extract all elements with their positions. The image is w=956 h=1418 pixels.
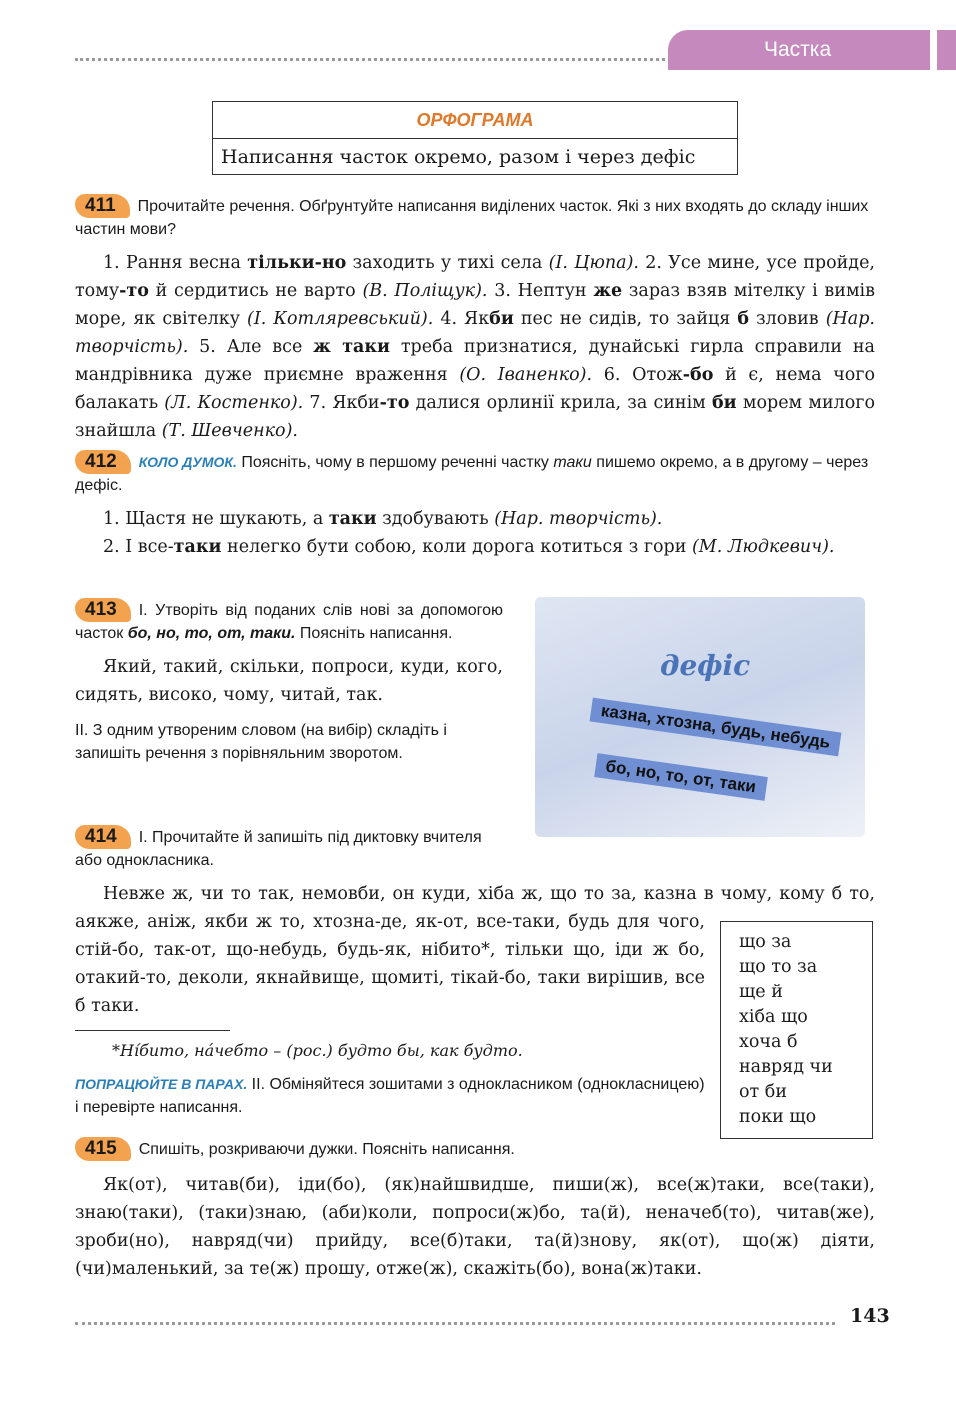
text-segment: 7. Якби [303,393,380,413]
text-segment: 2. І все- [103,537,174,557]
box-item: ще й [739,982,783,1002]
exercise-instruction: Прочитайте речення. Обґрунтуйте написання виділених часток. Які з них входять до складу інших частин мови? [75,198,869,238]
exercise-414-part-2 [75,1073,705,1119]
exercise-instruction: Спишіть, розкриваючи дужки. Поясніть написання. [138,1141,515,1158]
text-segment: морем милого знайшла [75,393,875,441]
highlighted-particle: б [737,309,750,329]
exercise-number: 412 [75,450,131,474]
author-citation: (О. Іваненко). [459,365,593,385]
highlighted-particle: же [593,281,623,301]
box-item: от би [739,1082,787,1102]
highlighted-particle: би [489,309,514,329]
section-tab: Частка [668,30,930,70]
text-segment: заходить у тихі села [346,253,549,273]
hyphen-illustration [535,597,865,837]
exercise-text: Як(от), читав(би), іди(бо), (як)найшвидше, пиши(ж), все(ж)таки, все(таки), знаю(таки), (таки)знаю, (аби)коли, попроси(ж)бо, та(й), неначеб(то), читав(же), зроби(но), навряд(чи) прийду, все(б)таки, та(й)знову, як(от), що(ж) діяти, (чи)маленький, за те(ж) прошу, отже(ж), скажіть(бо), вона(ж)таки. [75,1175,875,1279]
text-segment: 1. Щастя не шукають, а [103,509,329,529]
exercise-413 [75,598,503,765]
orthogram-box [212,101,738,175]
highlighted-particle: таки [173,537,222,557]
illustration-band-1: казна, хтозна, будь, небудь [590,698,842,757]
word-list: Який, такий, скільки, попроси, куди, кого, сидять, високо, чому, читай, так. [75,657,503,705]
exercise-412 [75,450,875,561]
particles: бо, но, то, от, таки. [127,625,296,642]
exercise-number: 415 [75,1137,131,1161]
box-item: що за [739,932,792,952]
text-segment: зловив [749,309,826,329]
top-divider [75,58,665,61]
highlighted-particle: -бо [682,365,714,385]
exercise-number: 413 [75,598,131,622]
exercise-instruction: Поясніть, чому в першому реченні частку [241,454,549,471]
author-citation: (В. Поліщук). [362,281,488,301]
text-segment: нелегко бути собою, коли дорога котиться з гори [221,537,692,557]
exercise-number: 414 [75,825,131,849]
footnote: *Нíбито, нáчебто – (рос.) будто бы, как будто. [112,1041,523,1060]
text-segment: 6. Отож [592,365,683,385]
box-item: хоча б [739,1032,798,1052]
illustration-band-2: бо, но, то, от, таки [594,753,767,801]
bottom-divider [75,1322,835,1325]
exercise-number: 411 [75,194,130,218]
exercise-instruction: І. Утворіть від поданих слів нові за допомогою часток [75,602,503,642]
box-item: поки що [739,1107,817,1127]
author-citation: (І. Котляревський). [247,309,434,329]
instruction-word: таки [553,454,592,471]
author-citation: (Нар. творчість). [494,509,663,529]
box-item: що то за [739,957,818,977]
section-tab-edge [937,30,956,70]
exercise-415 [75,1137,875,1283]
text-segment: 4. Як [433,309,490,329]
sentence-2 [75,533,875,561]
author-citation: (Нар. творчість). [75,309,875,357]
exercise-411 [75,194,875,445]
text-segment: далися орлинії крила, за синім [409,393,712,413]
text-segment: й сердитись не варто [148,281,363,301]
exercise-label: ПОПРАЦЮЙТЕ В ПАРАХ. [75,1076,248,1092]
part-2-text: ІІ. Обміняйтеся зошитами з однокласником (однокласницею) і перевірте написання. [75,1076,705,1116]
text-segment: й є, нема чого балакать [75,365,876,413]
orthogram-title: ОРФОГРАМА [213,102,737,139]
author-citation: (Т. Шевченко). [161,421,298,441]
text-segment: пес не сидів, то зайця [513,309,738,329]
text-segment: зараз взяв мітелку і вимів море, як світелку [75,281,876,329]
author-citation: (М. Людкевич). [691,537,835,557]
text-segment: здобувають [376,509,495,529]
text-segment: 5. Але все [188,337,314,357]
exercise-414-instruction [75,825,503,872]
text-segment: 3. Нептун [487,281,594,301]
highlighted-particle: тільки-но [247,253,347,273]
illustration-title: дефіс [660,649,751,682]
highlighted-particle: -то [379,393,410,413]
page-number: 143 [850,1305,890,1327]
exercise-label: КОЛО ДУМОК. [138,454,237,470]
part-2: ІІ. З одним утвореним словом (на вибір) складіть і запишіть речення з порівняльним зворотом. [75,722,447,762]
box-item: хіба що [739,1007,808,1027]
exercise-instruction: І. Прочитайте й запишіть під диктовку вчителя або однокласника. [75,829,482,869]
text-segment: треба признатися, дунайські гирла справили на мандрівника дуже приємне враження [75,337,875,385]
exercise-text [75,249,875,445]
highlighted-particle: би [712,393,737,413]
orthogram-subtitle: Написання часток окремо, разом і через дефіс [221,146,696,168]
highlighted-particle: ж таки [313,337,391,357]
author-citation: (Л. Костенко). [164,393,304,413]
highlighted-particle: таки [328,509,377,529]
text-segment: 1. Рання весна [103,253,248,273]
sentence-1 [75,505,875,533]
particles-box [720,921,873,1139]
author-citation: (І. Цюпа). [548,253,639,273]
instruction-end: пишемо окремо, а в другому – через дефіс. [75,454,869,494]
footnote-divider [75,1030,230,1031]
box-item: навряд чи [739,1057,833,1077]
instruction-end: Поясніть написання. [299,625,453,642]
word-list: Невже ж, чи то так, немовби, он куди, хіба ж, що то за, казна в чому, кому б то, аякже, аніж, якби ж то, хтозна-де, як-от, все-таки, будь для чого, стій-бо, так-от, що-небудь, будь-як, нібито*, тільки що, іди ж бо, отакий-то, деколи, якнайвище, щомиті, тікай-бо, таки вирішив, все б таки. [75,884,875,1016]
highlighted-particle: -то [119,281,149,301]
text-segment: 2. Усе мине, усе пройде, тому [75,253,875,301]
